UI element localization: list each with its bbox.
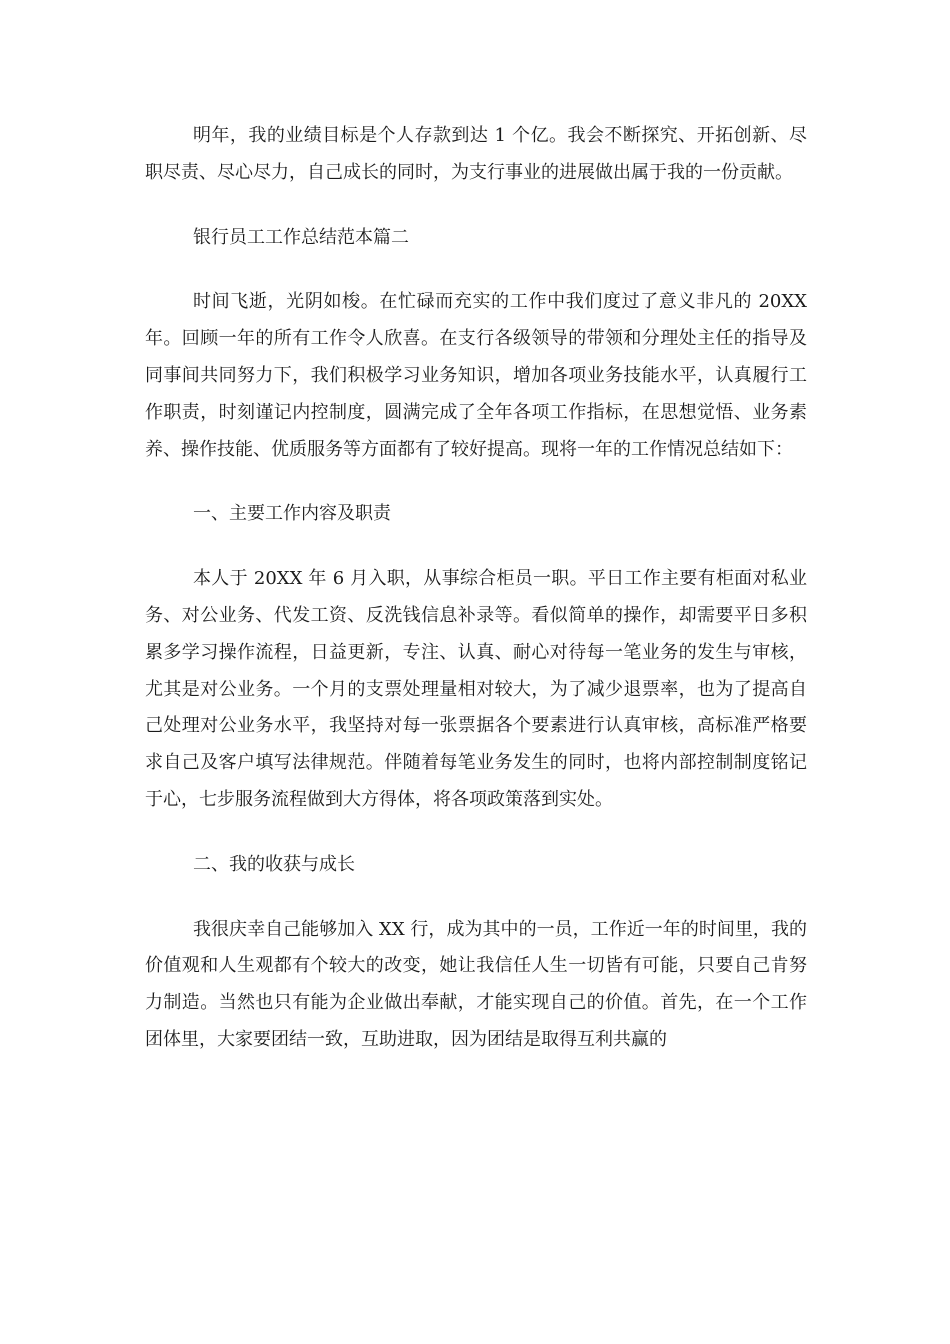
section-title-part-two: 银行员工工作总结范本篇二 bbox=[193, 226, 409, 248]
document-body bbox=[145, 118, 807, 1087]
heading-main-duties: 一、主要工作内容及职责 bbox=[193, 503, 391, 525]
paragraph-intro: 时间飞逝，光阴如梭。在忙碌而充实的工作中我们度过了意义非凡的 20XX 年。回顾一年的所有工作令人欣喜。在支行各级领导的带领和分理处主任的指导及同事间共同努力下，我们积极学习业务知识，增加各项业务技能水平，认真履行工作职责，时刻谨记内控制度，圆满完成了全年各项工作指标，在思想觉悟、业务素养、操作技能、优质服务等方面都有了较好提高。现将一年的工作情况总结如下： bbox=[145, 291, 807, 460]
paragraph-gains: 我很庆幸自己能够加入 XX 行，成为其中的一员，工作近一年的时间里，我的价值观和人生观都有个较大的改变，她让我信任人生一切皆有可能，只要自己肯努力制造。当然也只有能为企业做出奉献，才能实现自己的价值。首先，在一个工作团体里，大家要团结一致，互助进取，因为团结是取得互利共赢的 bbox=[145, 918, 807, 1050]
paragraph-duties: 本人于 20XX 年 6 月入职，从事综合柜员一职。平日工作主要有柜面对私业务、对公业务、代发工资、反洗钱信息补录等。看似简单的操作，却需要平日多积累多学习操作流程，日益更新，专注、认真、耐心对待每一笔业务的发生与审核，尤其是对公业务。一个月的支票处理量相对较大，为了减少退票率，也为了提高自己处理对公业务水平，我坚持对每一张票据各个要素进行认真审核，高标准严格要求自己及客户填写法律规范。伴随着每笔业务发生的同时，也将内部控制制度铭记于心，七步服务流程做到大方得体，将各项政策落到实处。 bbox=[145, 568, 807, 810]
heading-gains-growth: 二、我的收获与成长 bbox=[193, 853, 355, 875]
paragraph-next-year-goal: 明年，我的业绩目标是个人存款到达 1 个亿。我会不断探究、开拓创新、尽职尽责、尽心尽力，自己成长的同时，为支行事业的进展做出属于我的一份贡献。 bbox=[145, 125, 807, 183]
